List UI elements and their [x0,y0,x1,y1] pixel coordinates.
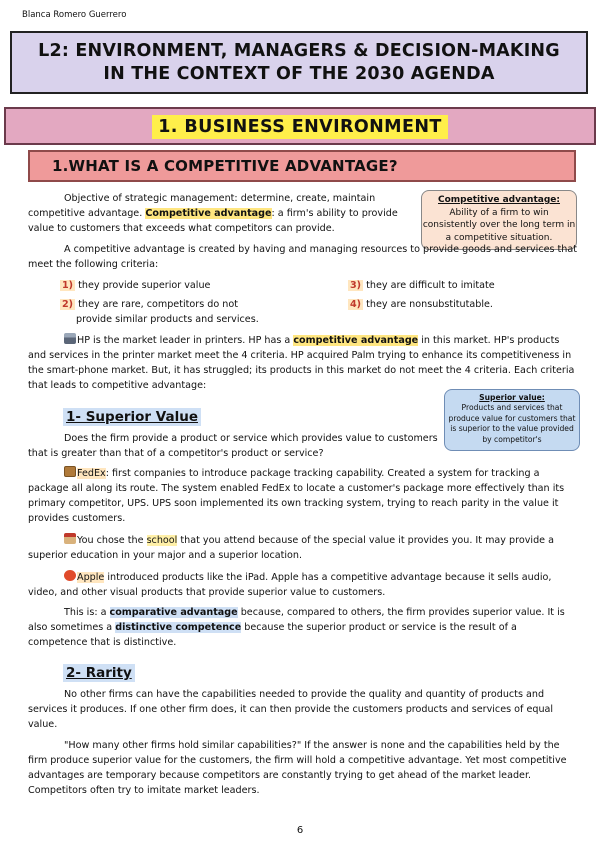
paragraph-objective: Objective of strategic management: determine, create, maintain competitive advantage. Competitive advantage: a firm's ability to provide value to customers that exceeds what competitors can provide. [28,193,398,234]
term-school: school [146,535,178,546]
term-competitive-advantage: Competitive advantage [145,208,272,219]
section-title: 1. BUSINESS ENVIRONMENT [152,115,448,139]
paragraph-apple: Apple introduced products like the iPad. Apple has a competitive advantage because it sells audio, video, and other visual products that provide superior value to customers. [28,572,552,598]
paragraph-superior-question: Does the firm provide a product or service which provides value to customers that is greater than that of a competitor's product or service? [28,433,438,459]
author-name: Blanca Romero Guerrero [22,10,127,20]
subsection-header: 1.WHAT IS A COMPETITIVE ADVANTAGE? [28,150,576,182]
school-icon [64,533,76,544]
company-fedex: FedEx [77,468,106,479]
company-apple: Apple [77,572,105,583]
callout-superior-value [444,389,580,451]
paragraph-criteria-intro: A competitive advantage is created by having and managing resources to provide goods and services that meet the following criteria: [28,244,578,270]
term-distinctive-competence: distinctive competence [115,622,242,633]
paragraph-comparative: This is: a comparative advantage because, compared to others, the firm provides superior value. It is also sometimes a distinctive competence because the superior product or service is the result of a competence that is distinctive. [28,607,565,648]
printer-icon [64,333,76,344]
criterion-2: 2) they are rare, competitors do not provide similar products and services. [62,299,259,325]
lesson-title [10,31,588,94]
page-number: 6 [296,825,304,836]
section-header [4,107,596,145]
heading-rarity: 2- Rarity [63,662,135,681]
lesson-title-line2: IN THE CONTEXT OF THE 2030 AGENDA [103,64,495,84]
lesson-title-line1: L2: ENVIRONMENT, MANAGERS & DECISION-MAKING [38,41,560,61]
callout-body: Products and services that produce value for customers that is superior to the value provided by competitor's [448,403,576,444]
package-icon [64,466,76,477]
paragraph-hp: HP is the market leader in printers. HP has a competitive advantage in this market. HP's products and services in the printer market meet the 4 criteria. HP acquired Palm trying to enhance its competitiveness in the smart-phone market. But, it has struggled; its products in this market do not meet the 4 criteria. Each criteria that leads to competitive advantage: [28,335,575,391]
paragraph-school: You chose the school that you attend because of the special value it provides you. It may provide a superior education in your major and a superior location. [28,535,554,561]
callout-competitive-advantage [421,190,577,250]
callout-body: Ability of a firm to win consistently over the long term in a competitive situation. [422,207,576,243]
criterion-1: 1) they provide superior value [62,280,211,291]
paragraph-rarity-2: "How many other firms hold similar capabilities?" If the answer is none and the capabilities held by the firm produce superior value for the customers, the firm will hold a competitive advantage. Yet most competitive advantages are temporary because competitors are constantly trying to get ahead of the market leader. Competitors often try to imitate market leaders. [28,740,567,796]
term-competitive-advantage-hp: competitive advantage [293,335,419,346]
apple-icon [64,570,76,581]
callout-title: Superior value: [479,393,545,402]
paragraph-rarity-1: No other firms can have the capabilities needed to provide the quality and quantity of products and services it produces. If one other firm does, it can then provide the customers products and services of equal value. [28,689,554,730]
criterion-4: 4) they are nonsubstitutable. [350,299,493,310]
criterion-3: 3) they are difficult to imitate [350,280,495,291]
callout-title: Competitive advantage: [438,195,560,205]
term-comparative-advantage: comparative advantage [109,607,238,618]
paragraph-fedex: FedEx: first companies to introduce package tracking capability. Created a system for tracking a package all along its route. The system enabled FedEx to locate a customer's package more effectively than its primary competitor, UPS. UPS soon implemented its own tracking system, trying to reach parity in the value it provides customers. [28,468,565,524]
heading-superior-value: 1- Superior Value [63,406,201,425]
